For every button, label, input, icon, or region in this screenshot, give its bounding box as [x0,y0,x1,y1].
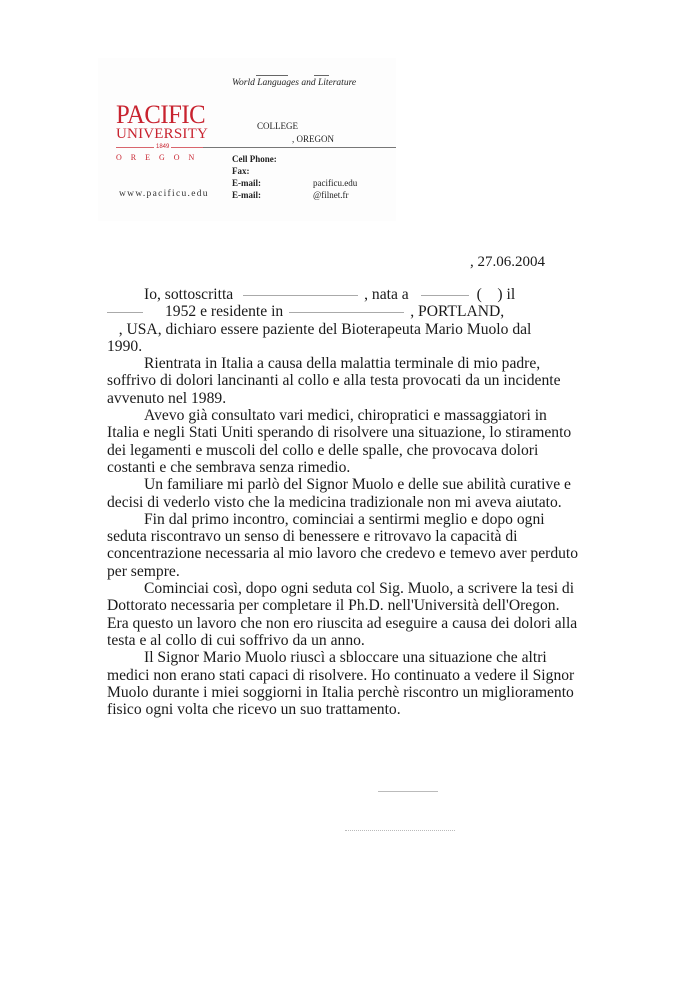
text-fragment: ) il [497,286,516,303]
text-line: Muolo durante i miei soggiorni in Italia perchè riscontro un miglioramento [107,683,574,701]
text-line [107,303,577,320]
text-line: Un familiare mi parlò del Signor Muolo e delle sue abilità curative e [144,476,571,494]
text-line: seduta riscontravo un senso di benessere e ritrovavo la capacità di [107,528,518,546]
paragraph [107,407,577,424]
text-fragment: ( [476,286,482,303]
text-line: per sempre. [107,562,180,580]
letter-date: , 27.06.2004 [470,254,545,270]
text-line: 1990. [107,337,143,355]
text-line: Dottorato necessaria per completare il Ph.D. nell'Università dell'Oregon. [107,597,560,615]
paragraph [107,286,577,303]
redacted-mark [314,75,329,76]
letterhead-card [98,58,396,221]
college-name: COLLEGE [257,121,298,131]
signature-redacted [345,830,455,832]
text-line: Rientrata in Italia a causa della malattia terminale di mio padre, [144,355,541,373]
logo-text-university: UNIVERSITY [116,126,208,142]
text-fragment: , nata a [364,286,409,303]
text-line: fisico ogni volta che ricevo un suo trattamento. [107,701,401,719]
redacted-mark [256,75,288,76]
contact-label-email: E-mail: [232,190,261,200]
contact-label-cell: Cell Phone: [232,154,277,164]
redacted-birthplace [421,295,469,296]
paragraph [107,476,577,493]
redacted-address [289,312,404,313]
logo-year-row [116,143,216,152]
text-line: concentrazione necessaria al mio lavoro che credevo e temevo aver perduto [107,545,579,563]
paragraph [107,649,577,666]
text-line: Il Signor Mario Muolo riuscì a sbloccare una situazione che altri [144,649,547,667]
text-line: dei legamenti e muscoli del collo e delle spalle, che provocava dolori [107,441,539,459]
contact-label-email: E-mail: [232,178,261,188]
text-line: medici non erano stati capaci di risolvere. Ho continuato a vedere il Signor [107,666,575,684]
contact-label-fax: Fax: [232,166,250,176]
text-fragment: , PORTLAND, [410,303,505,321]
logo-year: 1849 [156,144,170,150]
text-line [107,321,577,338]
text-line: testa e al collo di cui soffrivo da un anno. [107,631,365,649]
text-fragment: 1952 e residente in [165,303,284,321]
logo-text-oregon: OREGON [116,153,204,162]
text-line: Fin dal primo incontro, cominciai a sentirmi meglio e dopo ogni [144,510,545,528]
text-line: avvenuto nel 1989. [107,389,227,407]
text-line: soffrivo di dolori lancinanti al collo e alla testa provocati da un incidente [107,372,561,390]
website: www.pacificu.edu [119,189,209,199]
paragraph [107,355,577,372]
letterhead-rule [203,147,396,148]
redacted-name [243,295,358,296]
paragraph [107,580,577,597]
text-line: Avevo già consultato vari medici, chiropratici e massaggiatori in [144,407,547,425]
text-fragment: Io, sottoscritta [144,286,234,303]
redacted-date [107,312,143,313]
text-line: costanti e che sembrava senza rimedio. [107,458,351,476]
university-logo [116,100,216,163]
logo-text-pacific: PACIFIC [116,100,206,129]
department-name: World Languages and Literature [232,78,357,88]
contact-email-1: pacificu.edu [313,178,358,188]
text-line: Italia e negli Stati Uniti sperando di risolvere una situazione, lo stiramento [107,424,572,442]
signature-redacted-line [378,791,438,792]
text-line: Era questo un lavoro che non ero riuscita ad eseguire a causa dei dolori alla [107,614,578,632]
city-state: , OREGON [292,134,334,144]
letter-body [107,286,577,718]
paragraph [107,511,577,528]
contact-email-2: @filnet.fr [313,190,349,200]
text-line: decisi di vederlo visto che la medicina tradizionale non mi aveva aiutato. [107,493,562,511]
text-fragment: , USA, dichiaro essere paziente del Bioterapeuta Mario Muolo dal [118,320,532,338]
text-line: Cominciai così, dopo ogni seduta col Sig. Muolo, a scrivere la tesi di [144,580,575,598]
